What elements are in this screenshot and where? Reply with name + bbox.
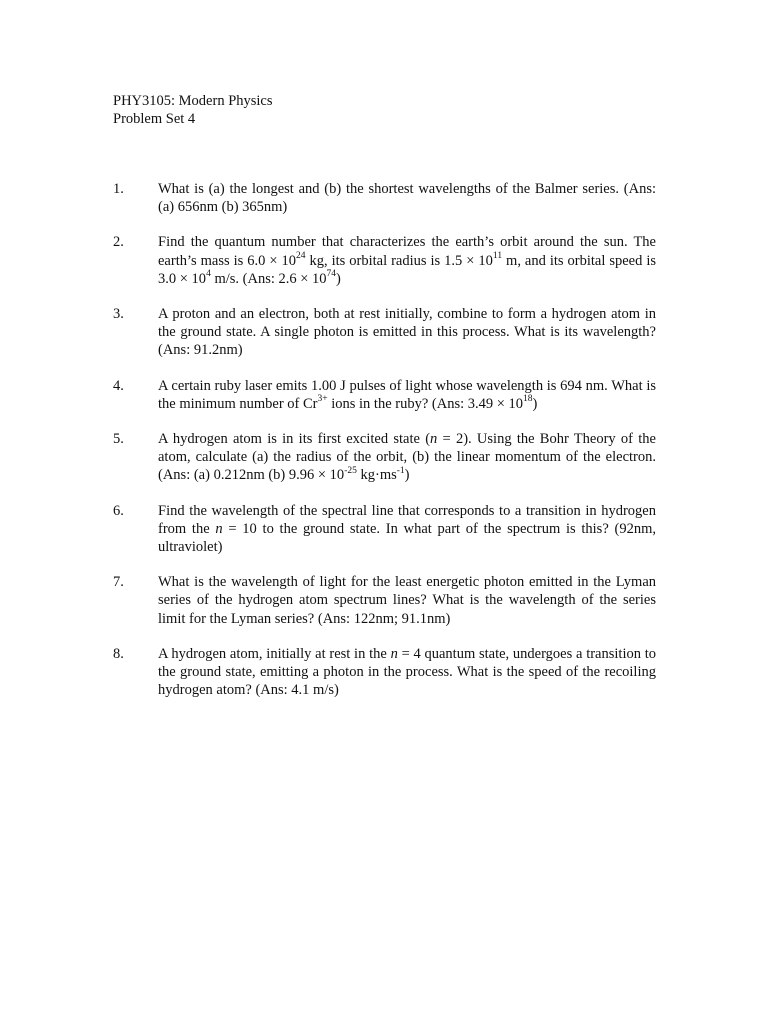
- problem-item: [113, 233, 656, 288]
- problem-text-segment: m, and its orbital speed is 3.0 × 10: [158, 252, 657, 287]
- problem-list: [113, 180, 656, 716]
- problem-text-segment: = 10 to the ground state. In what part of the spectrum is this? (92nm, ultraviolet): [158, 520, 656, 556]
- problem-text-segment: ): [404, 467, 410, 484]
- problem-item: [113, 502, 656, 557]
- problem-number: 6.: [113, 502, 124, 519]
- problem-number: 4.: [113, 377, 124, 394]
- problem-number: 1.: [113, 181, 124, 197]
- document-header: [113, 92, 273, 128]
- problem-number: 3.: [113, 306, 124, 323]
- problem-text: [158, 233, 656, 288]
- problem-text: [158, 502, 656, 557]
- problem-text-segment: A hydrogen atom is in its first excited state (: [158, 431, 431, 448]
- problem-text: [158, 180, 656, 216]
- problem-text-segment: kg·ms: [356, 467, 397, 484]
- problem-item: [113, 377, 656, 413]
- problem-number: 8.: [113, 645, 124, 662]
- problem-text: [158, 573, 656, 628]
- problem-item: [113, 180, 656, 216]
- problem-text-segment: ): [336, 270, 341, 287]
- problem-item: [113, 305, 656, 360]
- italic-variable: n: [390, 645, 398, 662]
- superscript: 74: [326, 268, 337, 279]
- superscript: -25: [344, 465, 357, 476]
- superscript: -1: [396, 465, 405, 476]
- problem-text: [158, 305, 656, 360]
- problem-item: [113, 430, 656, 485]
- problem-item: [113, 645, 656, 700]
- problem-text-segment: Find the quantum number that characterizes the earth’s orbit around the sun. The earth’s mass is 6.0 × 10: [158, 234, 656, 269]
- problem-text-segment: What is (a) the longest and (b) the shortest wavelengths of the Balmer series. (Ans: (a) 656nm (b) 365nm): [158, 181, 656, 216]
- problem-text-segment: ions in the ruby? (Ans: 3.49 × 10: [327, 395, 524, 412]
- problem-text-segment: m/s. (Ans: 2.6 × 10: [210, 270, 327, 287]
- problem-text-segment: = 2). Using the Bohr Theory of the atom, calculate (a) the radius of the orbit, (b) the linear momentum of the electron. (Ans: (a) 0.212nm (b) 9.96 × 10: [158, 431, 656, 484]
- problem-text-segment: ): [532, 395, 538, 412]
- problem-text-segment: A hydrogen atom, initially at rest in the: [158, 645, 391, 662]
- problem-set-title: Problem Set 4: [113, 111, 196, 127]
- superscript: 4: [206, 268, 211, 279]
- problem-number: 7.: [113, 574, 124, 591]
- superscript: 18: [523, 394, 533, 404]
- problem-text-segment: What is the wavelength of light for the least energetic photon emitted in the Lyman series of the hydrogen atom spectrum lines? What is the wavelength of the series limit for the Lyman series? (Ans: 122nm; 91.1nm): [158, 574, 656, 627]
- problem-text-segment: = 4 quantum state, undergoes a transition to the ground state, emitting a photon in the process. What is the speed of the recoiling hydrogen atom? (Ans: 4.1 m/s): [158, 645, 656, 699]
- italic-variable: n: [215, 520, 223, 537]
- italic-variable: n: [430, 431, 438, 448]
- problem-text-segment: A proton and an electron, both at rest initially, combine to form a hydrogen atom in the ground state. A single photon is emitted in this process. What is its wavelength? (Ans: 91.2nm): [158, 306, 656, 359]
- problem-text: [158, 430, 656, 485]
- problem-text-segment: Find the wavelength of the spectral line that corresponds to a transition in hydrogen from the: [158, 502, 656, 537]
- superscript: 24: [296, 250, 306, 261]
- problem-text-segment: A certain ruby laser emits 1.00 J pulses of light whose wavelength is 694 nm. What is the minimum number of Cr: [158, 377, 656, 412]
- problem-number: 5.: [113, 431, 124, 448]
- course-title: PHY3105: Modern Physics: [113, 93, 273, 109]
- superscript: 11: [492, 250, 503, 261]
- problem-item: [113, 573, 656, 628]
- problem-number: 2.: [113, 234, 124, 251]
- problem-text-segment: kg, its orbital radius is 1.5 × 10: [305, 252, 493, 269]
- superscript: 3+: [317, 394, 328, 404]
- problem-text: [158, 645, 656, 700]
- problem-text: [158, 377, 656, 413]
